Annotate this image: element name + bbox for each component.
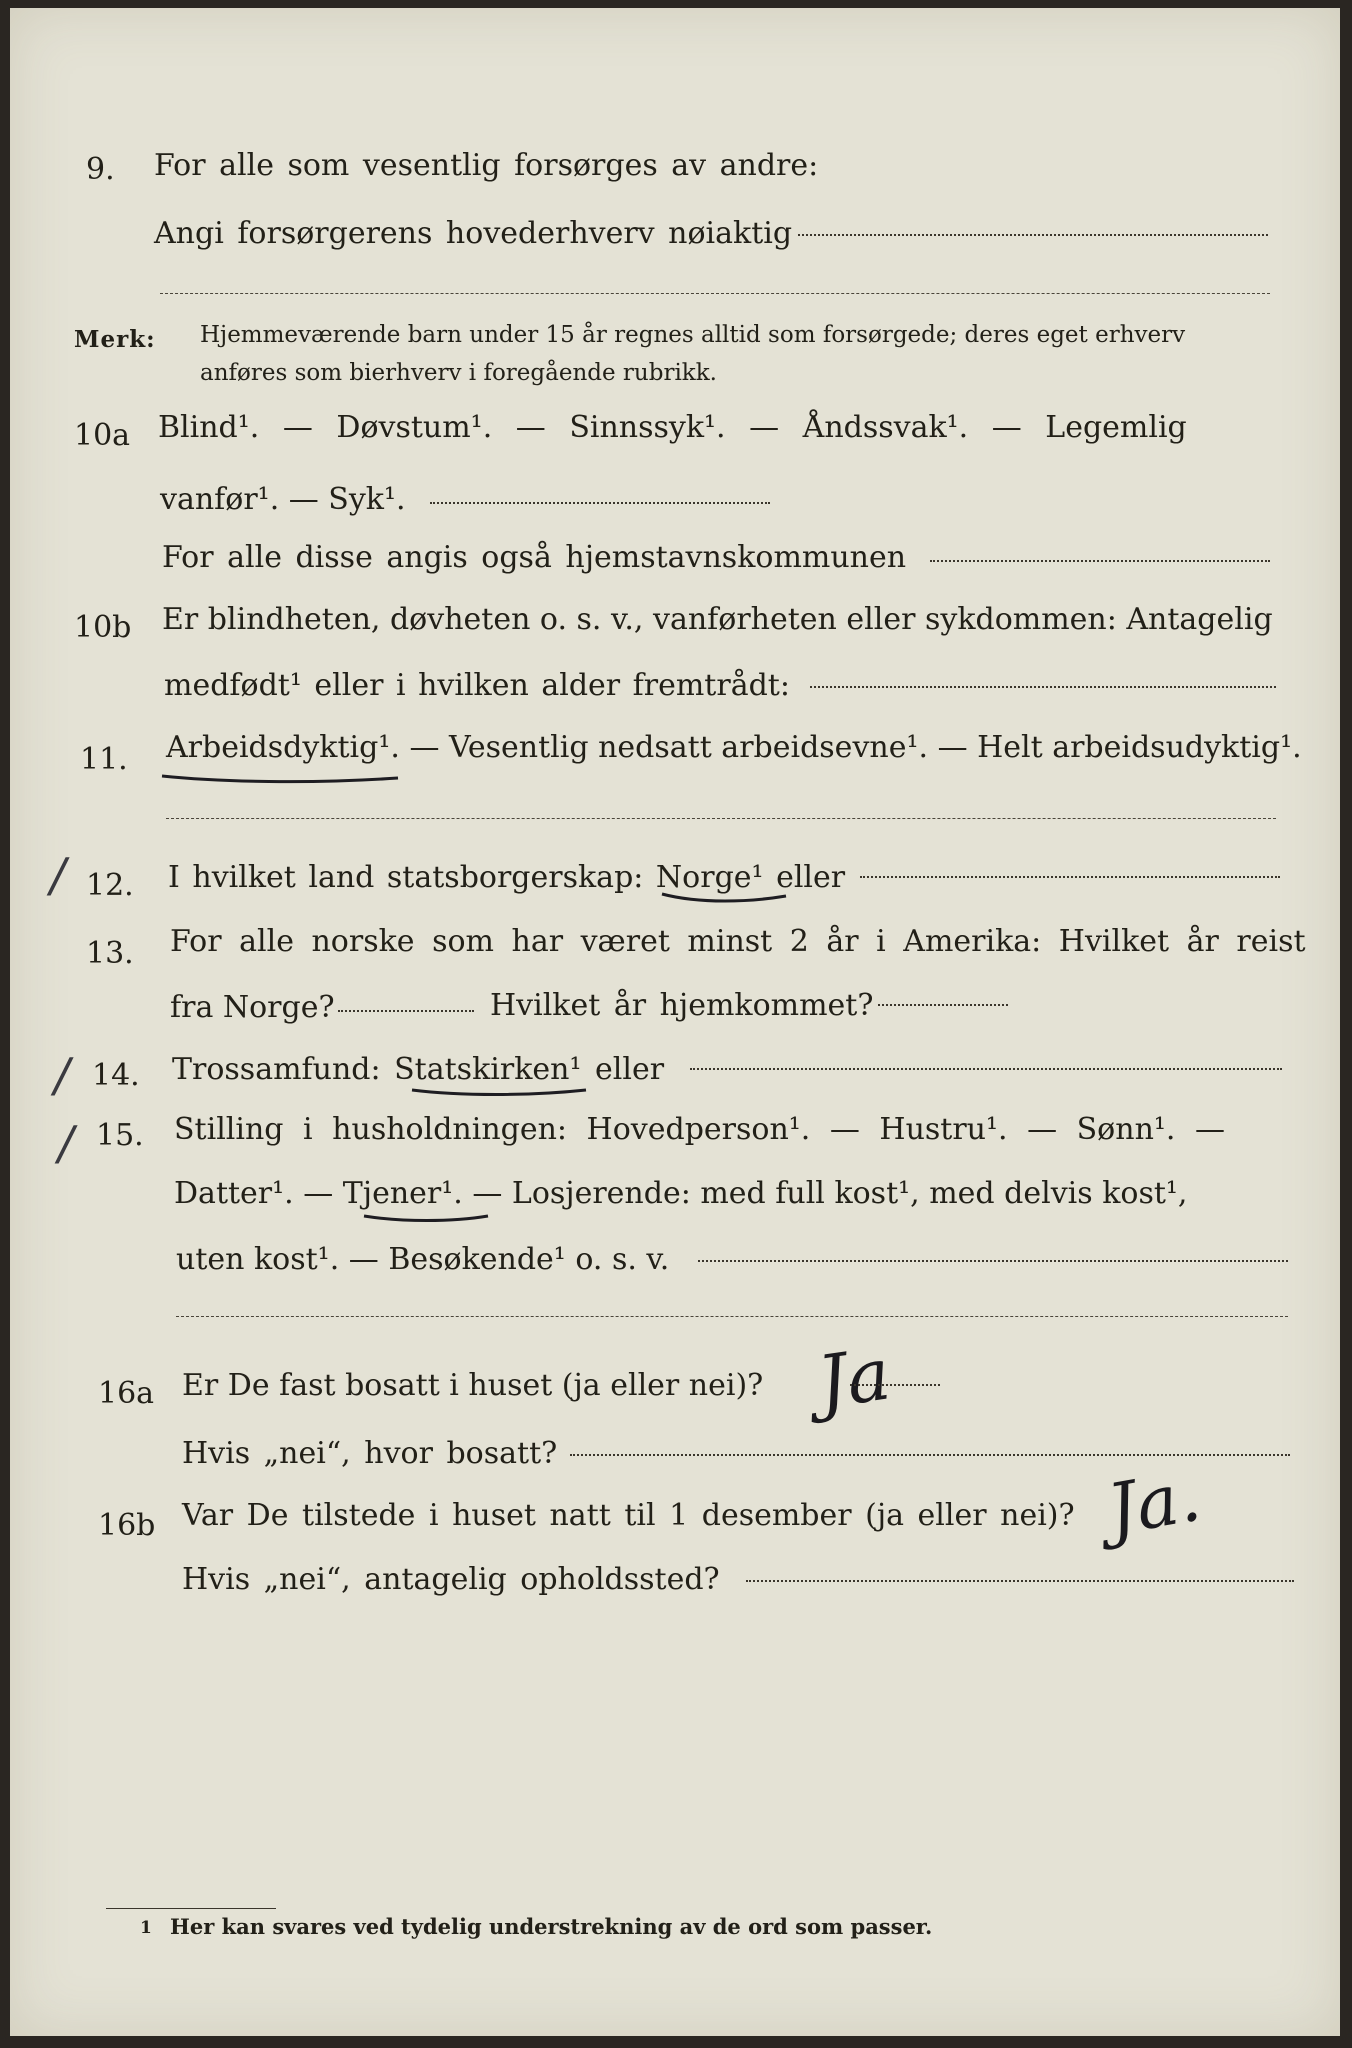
q9-text-line1: For alle som vesentlig forsørges av andre: <box>154 148 819 183</box>
q13-return-year-line <box>878 1004 1008 1006</box>
q9-text-line2: Angi forsørgerens hovederhverv nøiaktig <box>154 216 793 251</box>
footnote-rule <box>106 1908 276 1909</box>
q9-number: 9. <box>86 152 115 187</box>
merk-label: Merk: <box>74 326 156 353</box>
q12-check-mark: / <box>50 848 66 902</box>
q10a-hometown-line <box>930 560 1270 562</box>
footnote-text: Her kan svares ved tydelig understrekning av de ord som passer. <box>170 1914 933 1939</box>
q10a-text-line2: vanfør¹. — Syk¹. <box>160 482 406 517</box>
q10a-text-line3: For alle disse angis også hjemstavnskommunen <box>162 540 907 575</box>
q13-number: 13. <box>86 936 134 971</box>
q15-text-line3: uten kost¹. — Besøkende¹ o. s. v. <box>176 1242 670 1277</box>
q16a-number: 16a <box>98 1376 155 1411</box>
footnote-mark: 1 <box>140 1918 152 1938</box>
q10b-text-line1: Er blindheten, døvheten o. s. v., vanførheten eller sykdommen: Antagelig <box>162 602 1273 637</box>
q9-answer-line-2 <box>160 293 1270 294</box>
q16b-whereabouts-line <box>746 1580 1294 1582</box>
q12-number: 12. <box>86 868 134 903</box>
q16a-answer-line <box>850 1384 940 1386</box>
q13-departure-year-line <box>338 1010 474 1012</box>
q14-number: 14. <box>92 1058 140 1093</box>
q10b-answer-line <box>810 686 1276 688</box>
q10a-answer-line <box>430 502 770 504</box>
q16b-handwritten-answer: Ja. <box>1101 1454 1207 1552</box>
q14-answer-line <box>690 1068 1282 1070</box>
q15-text-line2: Datter¹. — Tjener¹. — Losjerende: med full kost¹, med delvis kost¹, <box>174 1176 1188 1211</box>
merk-text-line2: anføres som bierhverv i foregående rubrikk. <box>200 360 717 386</box>
q15-answer-line-2 <box>176 1316 1288 1317</box>
q11-text-line1: Arbeidsdyktig¹. — Vesentlig nedsatt arbeidsevne¹. — Helt arbeidsudyktig¹. <box>166 730 1302 765</box>
q11-answer-line <box>166 818 1276 819</box>
q11-number: 11. <box>80 742 128 777</box>
q15-answer-line <box>698 1260 1288 1262</box>
merk-text-line1: Hjemmeværende barn under 15 år regnes alltid som forsørgede; deres eget erhverv <box>200 322 1186 348</box>
q12-handwritten-underline <box>660 888 790 908</box>
q16b-number: 16b <box>98 1508 156 1543</box>
q12-answer-line <box>860 876 1280 878</box>
q11-handwritten-underline <box>160 768 400 788</box>
q10a-text-line1: Blind¹. — Døvstum¹. — Sinnssyk¹. — Åndssvak¹. — Legemlig <box>158 410 1187 445</box>
q10a-number: 10a <box>74 418 131 453</box>
q13-text-line1: For alle norske som har været minst 2 år i Amerika: Hvilket år reist <box>170 924 1306 959</box>
q15-handwritten-underline <box>362 1208 492 1228</box>
q13-text-line2b: Hvilket år hjemkommet? <box>490 988 874 1023</box>
q15-number: 15. <box>96 1118 144 1153</box>
q14-text-line1: Trossamfund: Statskirken¹ eller <box>172 1052 665 1087</box>
q9-answer-line <box>798 234 1268 236</box>
q12-text-line1: I hvilket land statsborgerskap: Norge¹ eller <box>168 860 846 895</box>
q16a-handwritten-answer: Ja <box>812 1331 896 1425</box>
q16b-text-line2: Hvis „nei“, antagelig opholdssted? <box>182 1562 720 1597</box>
q14-handwritten-underline <box>410 1084 590 1104</box>
census-form-page <box>10 8 1340 2036</box>
q16a-text-line1: Er De fast bosatt i huset (ja eller nei)? <box>182 1368 764 1403</box>
q16b-text-line1: Var De tilstede i huset natt til 1 desember (ja eller nei)? <box>182 1498 1075 1533</box>
q10b-number: 10b <box>74 610 132 645</box>
q14-check-mark: / <box>54 1048 70 1102</box>
q16a-text-line2: Hvis „nei“, hvor bosatt? <box>182 1436 558 1471</box>
q10b-text-line2: medfødt¹ eller i hvilken alder fremtrådt: <box>164 668 790 703</box>
q13-text-line2a: fra Norge? <box>170 990 335 1025</box>
q15-check-mark: / <box>58 1116 74 1170</box>
q15-text-line1: Stilling i husholdningen: Hovedperson¹. — Hustru¹. — Sønn¹. — <box>174 1112 1225 1147</box>
